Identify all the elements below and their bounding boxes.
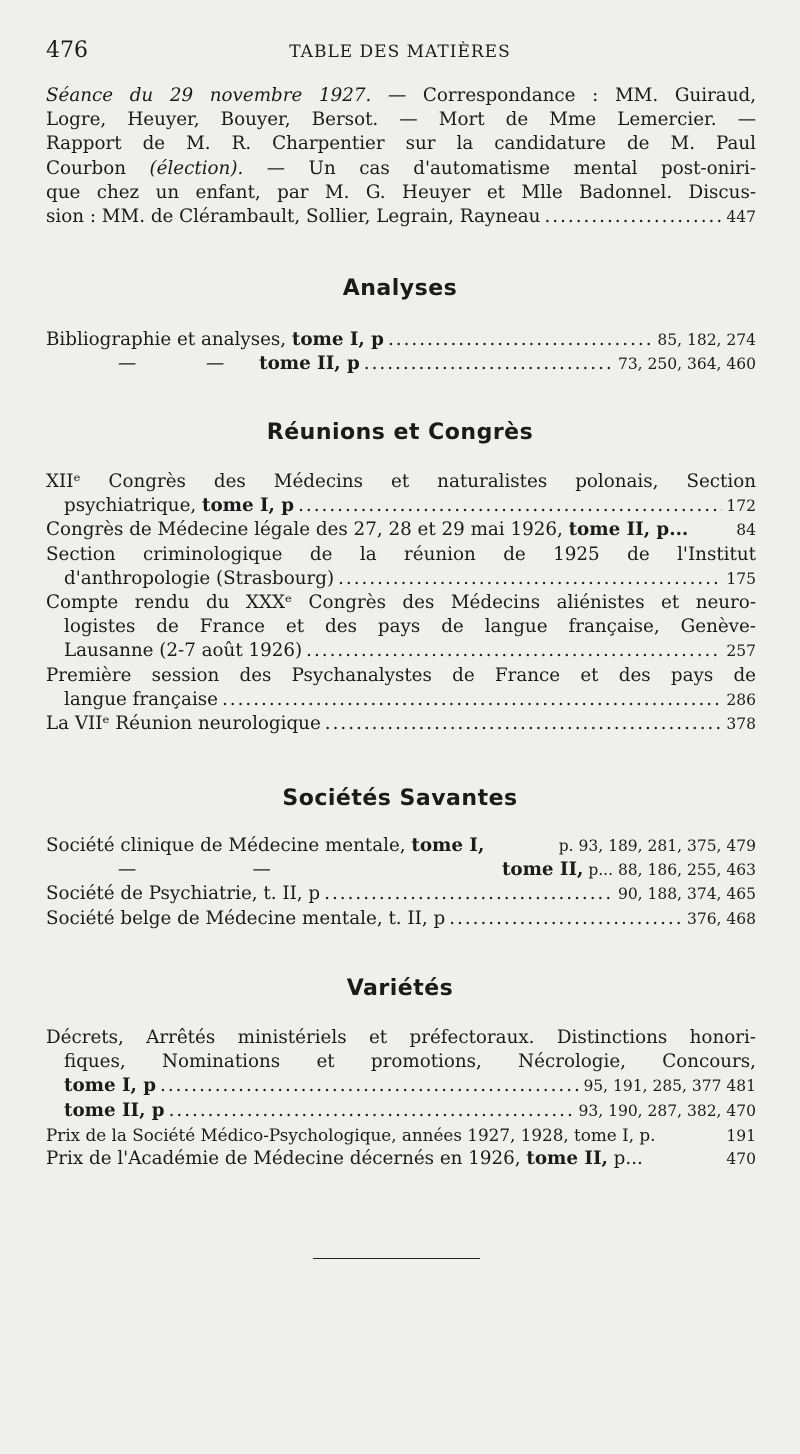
varietes-line-6 — [46, 1147, 756, 1171]
closing-rule — [313, 1258, 480, 1259]
reunions-list — [46, 470, 756, 736]
reunions-entry-4-line-3 — [46, 639, 756, 663]
entry-text: psychiatrique, — [64, 495, 203, 517]
page-ref: 84 — [736, 521, 756, 540]
entry-text: p... — [607, 1147, 643, 1169]
varietes-line-1: Décrets, Arrêtés ministériels et préfectoraux. Distinctions honori- — [46, 1027, 756, 1048]
page-header — [46, 38, 754, 68]
varietes-line-4 — [46, 1099, 756, 1123]
section-heading-varietes: Variétés — [346, 976, 454, 1001]
page-ref: 447 — [726, 207, 756, 226]
reunions-entry-4-line-1: Compte rendu du XXXᵉ Congrès des Médecins aliénistes et neuro- — [46, 591, 756, 613]
societes-list — [46, 834, 756, 931]
societes-entry-4 — [46, 907, 756, 931]
seance-election: (élection). — [149, 157, 244, 179]
reunions-entry-5-line-1: Première session des Psychanalystes de France et des pays de — [46, 664, 756, 686]
entry-text: Société clinique de Médecine mentale, — [46, 835, 412, 856]
seance-line-2: Logre, Heuyer, Bouyer, Bersot. — Mort de Mme Lemercier. — — [46, 109, 756, 131]
reunions-entry-5-line-2 — [46, 688, 756, 712]
leader-dots — [338, 567, 722, 591]
ditto-dashes: — — — [118, 859, 271, 881]
analyses-entry-1 — [46, 328, 756, 352]
reunions-entry-1-line-2 — [46, 494, 756, 518]
page-ref: 191 — [726, 1126, 756, 1145]
leader-dots — [160, 1074, 579, 1098]
page-ref: 93, 190, 287, 382, 470 — [578, 1101, 756, 1120]
page-ref: 378 — [726, 714, 756, 733]
reunions-entry-1-line-1: XIIᵉ Congrès des Médecins et naturalistes polonais, Section — [46, 471, 756, 492]
tome-label: tome II, p — [64, 1099, 165, 1121]
leader-dots — [544, 205, 722, 229]
tome-label: tome II, — [501, 859, 584, 881]
entry-text: Prix de l'Académie de Médecine décernés en 1926, — [46, 1147, 527, 1169]
page-ref: 470 — [726, 1149, 756, 1168]
societes-entry-2 — [46, 858, 756, 882]
page-ref: 257 — [726, 642, 756, 661]
seance-text-6: sion : MM. de Clérambault, Sollier, Legrain, Rayneau — [46, 205, 541, 227]
entry-text: Bibliographie et analyses, — [46, 329, 292, 350]
reunions-entry-4-line-2: logistes de France et des pays de langue française, Genève- — [64, 616, 756, 638]
page-ref: 286 — [726, 690, 756, 709]
page-ref: 95, 191, 285, 377 481 — [583, 1077, 756, 1096]
societes-entry-1 — [46, 834, 756, 858]
page-ref: 175 — [726, 569, 756, 588]
tome-label: tome II, p... — [568, 519, 689, 541]
varietes-line-2: fiques, Nominations et promotions, Nécrologie, Concours, — [64, 1051, 756, 1073]
section-heading-analyses: Analyses — [342, 276, 458, 301]
entry-text: Société belge de Médecine mentale, t. II, p — [46, 907, 446, 929]
tome-label: tome I, p — [64, 1075, 157, 1097]
seance-text-4c: — Un cas d'automatisme mental post-oniri- — [243, 157, 756, 179]
tome-label: tome II, p — [259, 353, 360, 375]
varietes-line-5 — [46, 1123, 756, 1147]
leader-dots — [306, 639, 722, 663]
seance-text-4a: Courbon — [46, 157, 150, 179]
societes-entry-3 — [46, 882, 756, 906]
seance-line-3: Rapport de M. R. Charpentier sur la candidature de M. Paul — [46, 133, 756, 155]
seance-line-4 — [46, 157, 756, 181]
tome-label: tome I, p — [291, 329, 384, 350]
leader-dots — [222, 688, 722, 712]
analyses-entry-2 — [46, 352, 756, 376]
section-heading-societes: Sociétés Savantes — [282, 786, 518, 811]
entry-text: langue française — [64, 688, 218, 710]
entry-text: Société de Psychiatrie, t. II, p — [46, 883, 321, 905]
varietes-line-3 — [46, 1074, 756, 1098]
reunions-entry-3-line-2 — [46, 567, 756, 591]
leader-dots — [449, 907, 683, 931]
reunions-entry-6 — [46, 712, 756, 736]
leader-dots — [388, 328, 653, 352]
seance-date: Séance du 29 novembre 1927. — [46, 85, 372, 106]
page-ref: p. 93, 189, 281, 375, 479 — [558, 837, 756, 855]
entry-text: Congrès de Médecine légale des 27, 28 et 29 mai 1926, — [46, 519, 569, 541]
leader-dots — [324, 882, 614, 906]
section-heading-reunions: Réunions et Congrès — [266, 420, 534, 445]
page-ref: 90, 188, 374, 465 — [617, 885, 756, 904]
page-ref: 376, 468 — [686, 909, 756, 928]
entry-text: d'anthropologie (Strasbourg) — [64, 567, 335, 589]
page-ref: 172 — [726, 497, 756, 516]
leader-dots — [364, 352, 614, 376]
varietes-list — [46, 1026, 756, 1171]
leader-dots — [169, 1099, 575, 1123]
page-number: 476 — [46, 38, 88, 63]
page-ref: 85, 182, 274 — [657, 331, 756, 349]
entry-text: Prix de la Société Médico-Psychologique, années 1927, 1928, tome I, p. — [46, 1124, 656, 1145]
seance-text-1: — Correspondance : MM. Guiraud, — [387, 85, 756, 106]
seance-line-5: que chez un enfant, par M. G. Heuyer et Mlle Badonnel. Discus- — [46, 181, 756, 203]
running-title: TABLE DES MATIÈRES — [289, 42, 511, 62]
seance-line-6 — [46, 205, 756, 229]
tome-label: tome I, — [411, 835, 485, 856]
tome-label: tome II, — [526, 1147, 608, 1169]
analyses-list — [46, 328, 756, 376]
leader-dots — [298, 494, 722, 518]
entry-text: La VIIᵉ Réunion neurologique — [46, 712, 321, 734]
page-ref: p... 88, 186, 255, 463 — [583, 861, 756, 880]
reunions-entry-2 — [46, 518, 756, 542]
tome-label: tome I, p — [202, 495, 295, 517]
leader-dots — [325, 712, 723, 736]
page-ref: 73, 250, 364, 460 — [617, 355, 756, 374]
reunions-entry-3-line-1: Section criminologique de la réunion de 1925 de l'Institut — [46, 543, 756, 565]
ditto-dashes: — — — [118, 353, 225, 375]
seance-entry — [46, 84, 756, 229]
entry-text: Lausanne (2-7 août 1926) — [64, 640, 303, 662]
seance-line-1 — [46, 84, 756, 108]
